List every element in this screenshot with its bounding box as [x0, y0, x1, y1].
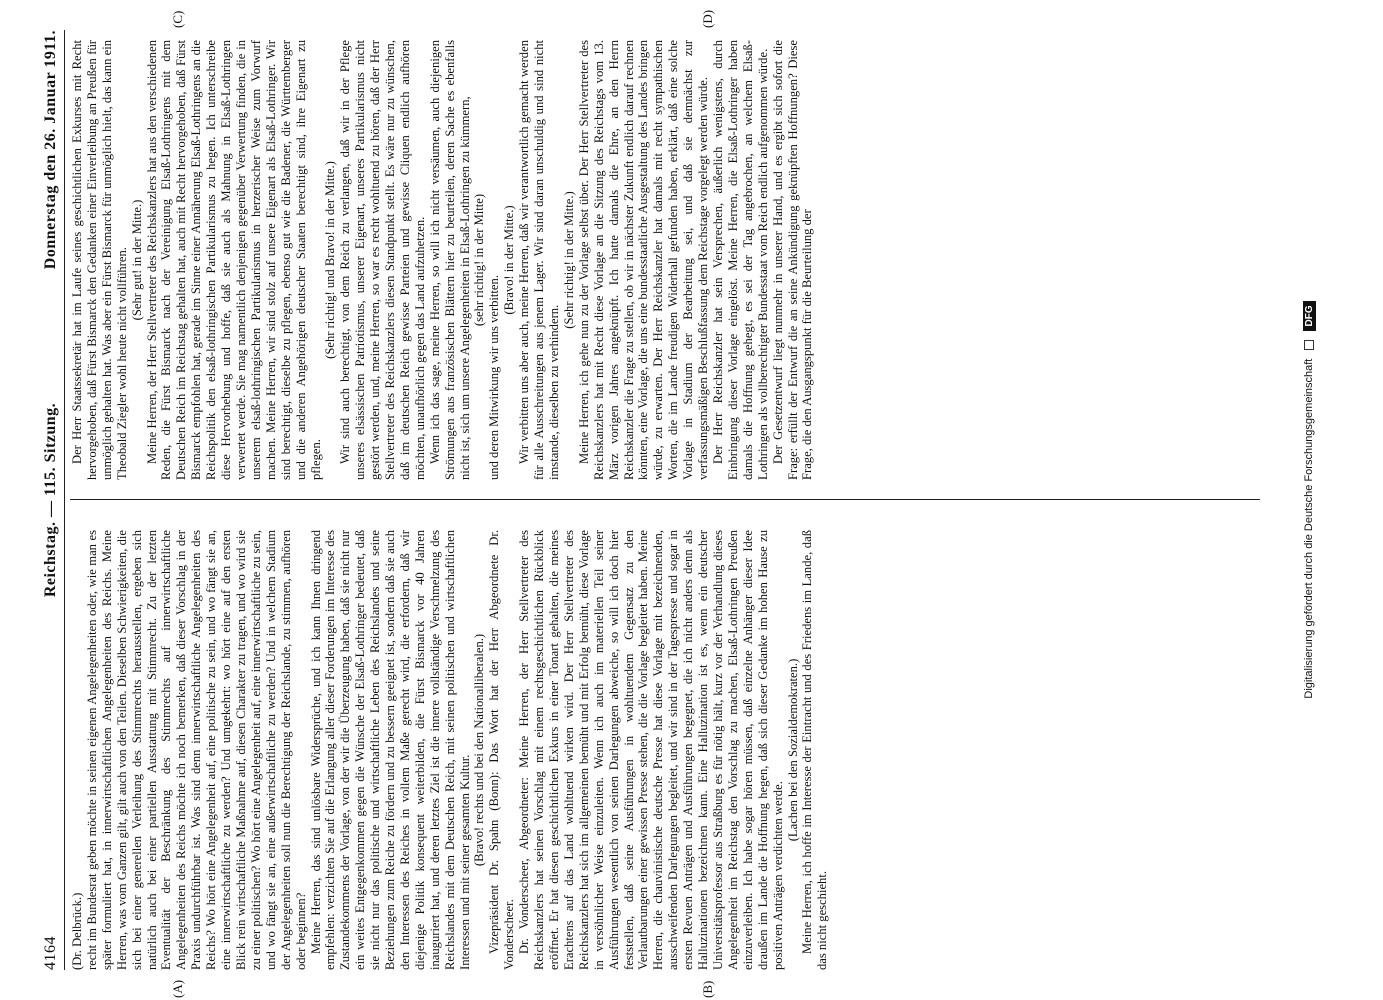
- dfg-logo: DFG: [1303, 301, 1316, 330]
- paragraph: Meine Herren, der Herr Stellvertreter des Reichskanzlers hat aus den verschiedenen Reden, die Fürst Bismarck nach der Vereinigung Elsaß-Lothringens mit dem Deutschen Reich im Reichstag gehalten hat, auch mit Recht hervorgehoben, daß Fürst Bismarck empfohlen hat, gerade im Sinne einer Annäherung Elsaß-Lothringens an die Reichspolitik den elsaß-lothringischen Partikularismus zu hegen. Ich unterschreibe diese Hervorhebung und hoffe, daß sie auch als Mahnung in Elsaß-Lothringen verwertet werde. Sie mag namentlich denjenigen gegenüber Verwertung finden, die in unserem elsaß-lothringischen Partikularismus in herzerischer Weise zum Vorwurf machen. Meine Herren, wir sind stolz auf unsere Eigenart als Elsaß-Lothringer. Wir sind berechtigt, dieselbe zu pflegen, ebenso gut wie die Badener, die Württemberger und die anderen Angehörigen deutscher Staaten berechtigt sind, ihre Eigenart zu pflegen.: [144, 40, 323, 480]
- margin-marker-a: (A): [170, 979, 185, 998]
- paragraph: Meine Herren, das sind unlösbare Widersprüche, und ich kann Ihnen dringend empfehlen: verzichten Sie auf die Erlangung aller dieser Forderungen im Interesse des Zustandekommens der Vorlage, von der wir die Überzeugung haben, daß sie nicht nur ein weites Entgegenkommen gegen die Wünsche der Elsaß-Lothringer bedeutet, daß sie nicht nur das politische und wirtschaftliche Leben des Reichslandes und seine Beziehungen zum Reiche zu fördern und zu bessern geeignet ist, sondern daß sie auch den Interessen des Reiches in vollem Maße gerecht wird, die erfordern, daß wir diejenige Politik konsequent weiterbilden, die Fürst Bismarck vor 40 Jahren inauguriert hat, und deren letztes Ziel ist die innere vollständige Verschmelzung des Reichslandes mit dem Deutschen Reich, mit seinen politischen und wirtschaftlichen Interessen und mit seiner gesamten Kultur.: [308, 530, 472, 970]
- paragraph: Dr. Vonderscheer, Abgeordneter: Meine Herren, der Herr Stellvertreter des Reichskanzlers hat seinen Vorschlag mit einem rechtsgeschichtlichen Rückblick eröffnet. Er hat diesen geschichtlichen Exkurs in einer Tonart gehalten, die meines Erachtens auf das Land wohltuend wirken wird. Der Herr Stellvertreter des Reichskanzlers hat sich im allgemeinen bemüht und mit Erfolg bemüht, diese Vorlage in versöhnlicher Weise einzuleiten. Wenn ich auch im materiellen Teil seiner Ausführungen wesentlich von seinen Darlegungen abweiche, so will ich doch hier feststellen, daß seine Ausführungen in wohltuendem Gegensatz zu den Verlautbarungen einer gewissen Presse stehen, die die Vorlage begleitet haben. Meine Herren, die chauvinistische deutsche Presse hat diese Vorlage mit bezeichnenden, ausschweifenden Darlegungen begleitet, und wir sind in der Tagespresse und sogar in ersten Revuen Anträgen und Ausführungen begegnet, die ich nicht anders denn als Halluzinationen bezeichnen kann. Eine Halluzination ist es, wenn ein deutscher Universitätsprofessor aus Straßburg es für nötig hält, kurz vor der Verhandlung dieses Angelegenheit im Reichstag den Vorschlag zu machen, Elsaß-Lothringen Preußen einzuverleiben. Ich habe sogar hören müssen, daß einzelne Anhänger dieser Idee draußen im Lande die Hoffnung hegen, daß sich dieser Gedanke im hohen Hause zu positiven Anträgen verdichten werde.: [517, 530, 785, 970]
- column-divider: [70, 499, 1260, 500]
- paragraph: recht im Bundesrat geben möchte in seinen eigenen Angelegenheiten oder, wie man es später formuliert hat, in innerwirtschaftlichen Angelegenheiten des Reichs. Meine Herren, was vom Ganzen gilt, gilt auch von den Teilen. Dieselben Schwierigkeiten, die sich bei einer generellen Verleihung des Stimmrechts herausstellen, ergeben sich natürlich auch bei einer partiellen Ausstattung mit Stimmrecht. Zu der letzten Eventualität der Beschränkung des Stimmrechts auf innerwirtschaftliche Angelegenheiten des Reichs möchte ich noch bemerken, daß dieser Vorschlag in der Praxis undurchführbar ist. Was sind denn innerwirtschaftliche Angelegenheiten des Reichs? Wo hört eine Angelegenheit auf, eine politische zu sein, und wo fängt sie an, eine innerwirtschaftliche zu werden? Und umgekehrt: wo hört eine auf den ersten Blick rein wirtschaftliche Maßnahme auf, diesen Charakter zu tragen, und wo wird sie zu einer politischen? Wo hört eine Angelegenheit auf, eine innerwirtschaftliche zu sein, und wo fängt sie an, eine außerwirtschaftliche zu werden? Und in welchem Stadium der Angelegenheiten soll nun die Berechtigung der Reichslande, zu stimmen, aufhören oder beginnen?: [84, 530, 308, 970]
- interjection: (Bravo! rechts und bei den Nationalliberalen.): [472, 633, 487, 867]
- margin-marker-c: (C): [170, 10, 185, 28]
- paragraph: und deren Mitwirkung wir uns verbitten.: [487, 275, 502, 480]
- interjection: (Bravo! in der Mitte.): [502, 205, 517, 315]
- session-title: Reichstag. — 115. Sitzung.: [42, 402, 59, 598]
- digitization-credit: [1303, 0, 1316, 1000]
- interjection: (Sehr gut! in der Mitte.): [129, 199, 144, 321]
- page-number: 4164: [42, 936, 59, 970]
- paragraph: Der Gesetzentwurf liegt nunmehr in unserer Hand, und es ergibt sich sofort die Frage: erfüllt der Entwurf die an seine Ankündigung geknüpften Hoffnungen? Diese Frage, die den Ausgangspunkt für die Beurteilung der: [770, 40, 815, 480]
- credit-text: Digitalisierung gefördert durch die Deutsche Forschungsgemeinschaft: [1303, 358, 1315, 699]
- interjection: (Sehr richtig! in der Mitte.): [561, 191, 576, 329]
- interjection: (Lachen bei den Sozialdemokraten.): [785, 658, 800, 842]
- paragraph: Vizepräsident Dr. Spahn (Bonn): Das Wort hat der Herr Abgeordnete Dr. Vonderscheer.: [487, 530, 517, 970]
- margin-marker-b: (B): [700, 980, 715, 998]
- margin-marker-d: (D): [700, 9, 715, 28]
- paragraph: Wir sind auch berechtigt, von dem Reich zu verlangen, daß wir in der Pflege unseres elsässischen Patriotismus, unserer Eigenart, unseres Partikularismus nicht gestört werden, und, meine Herren, so war es recht wohltuend zu hören, daß der Herr Stellvertreter des Reichskanzlers diesen Standpunkt stellt. Es wäre nur zu wünschen, daß im deutschen Reich gewisse Parteien und gewisse Cliquen endlich aufhören möchten, unaufhörlich gegen das Land aufzuhetzen.: [338, 40, 427, 480]
- interjection: (sehr richtig! in der Mitte): [472, 193, 487, 327]
- speaker-reference: (Dr. Delbrück.): [70, 892, 84, 970]
- paragraph: Der Herr Reichskanzler hat sein Versprechen, äußerlich wenigstens, durch Einbringung dieser Vorlage eingelöst. Meine Herren, die Elsaß-Lothringer haben damals die Hoffnung gehegt, es sei der Tag angebrochen, an welchem Elsaß-Lothringen als vollberechtigter Bundesstaat vom Reich endlich aufgenommen würde.: [710, 40, 770, 480]
- paragraph: Meine Herren, ich hoffe im Interesse der Eintracht und des Friedens im Lande, daß das nicht geschieht.: [800, 530, 830, 970]
- paragraph: Meine Herren, ich gehe nun zu der Vorlage selbst über. Der Herr Stellvertreter des Reichskanzlers hat mit Recht diese Vorlage an die Sitzung des Reichstags vom 13. März vorigen Jahres angeknüpft. Ich hatte damals die Ehre, an den Herrn Reichskanzler die Frage zu stellen, ob wir in nächster Zukunft endlich darauf rechnen könnten, eine Vorlage, die uns eine bundesstaatliche Ausgestaltung des Landes bringen würde, zu erwarten. Der Herr Reichskanzler hat damals mit recht sympathischen Worten, die im Lande freudigen Widerhall gefunden haben, erklärt, daß eine solche Vorlage in Stadium der Bearbeitung sei, und daß sie demnächst zur verfassungsmäßigen Beschlußfassung dem Reichstage vorgelegt werden würde.: [576, 40, 711, 480]
- document-icon: [1304, 340, 1314, 350]
- paragraph: Der Herr Staatssekretär hat im Laufe seines geschichtlichen Exkurses mit Recht hervorgehoben, daß Fürst Bismarck den Gedanken einer Einverleibung an Preußen für unmöglich gehalten hat. Was aber ein Fürst Bismarck für unmöglich hielt, das kann ein Theobald Ziegler wohl heute nicht vollführen.: [70, 40, 129, 480]
- left-column: [70, 530, 1260, 970]
- paragraph: Wenn ich das sage, meine Herren, so will ich nicht versäumen, auch diejenigen Strömungen aus französischen Blättern hier zu beurteilen, deren Sache es ebenfalls nicht ist, sich um unsere Angelegenheiten in Elsaß-Lothringen zu kümmern,: [427, 40, 472, 480]
- right-column: [70, 40, 1260, 480]
- paragraph: Wir verbitten uns aber auch, meine Herren, daß wir verantwortlich gemacht werden für alle Ausschreitungen aus jenem Lager. Wir sind daran unschuldig und sind nicht imstande, dieselben zu verhindern.: [517, 40, 561, 480]
- interjection: (Sehr richtig! und Bravo! in der Mitte.): [323, 161, 338, 359]
- page-header: [42, 30, 65, 970]
- session-date: Donnerstag den 26. Januar 1911.: [42, 30, 59, 270]
